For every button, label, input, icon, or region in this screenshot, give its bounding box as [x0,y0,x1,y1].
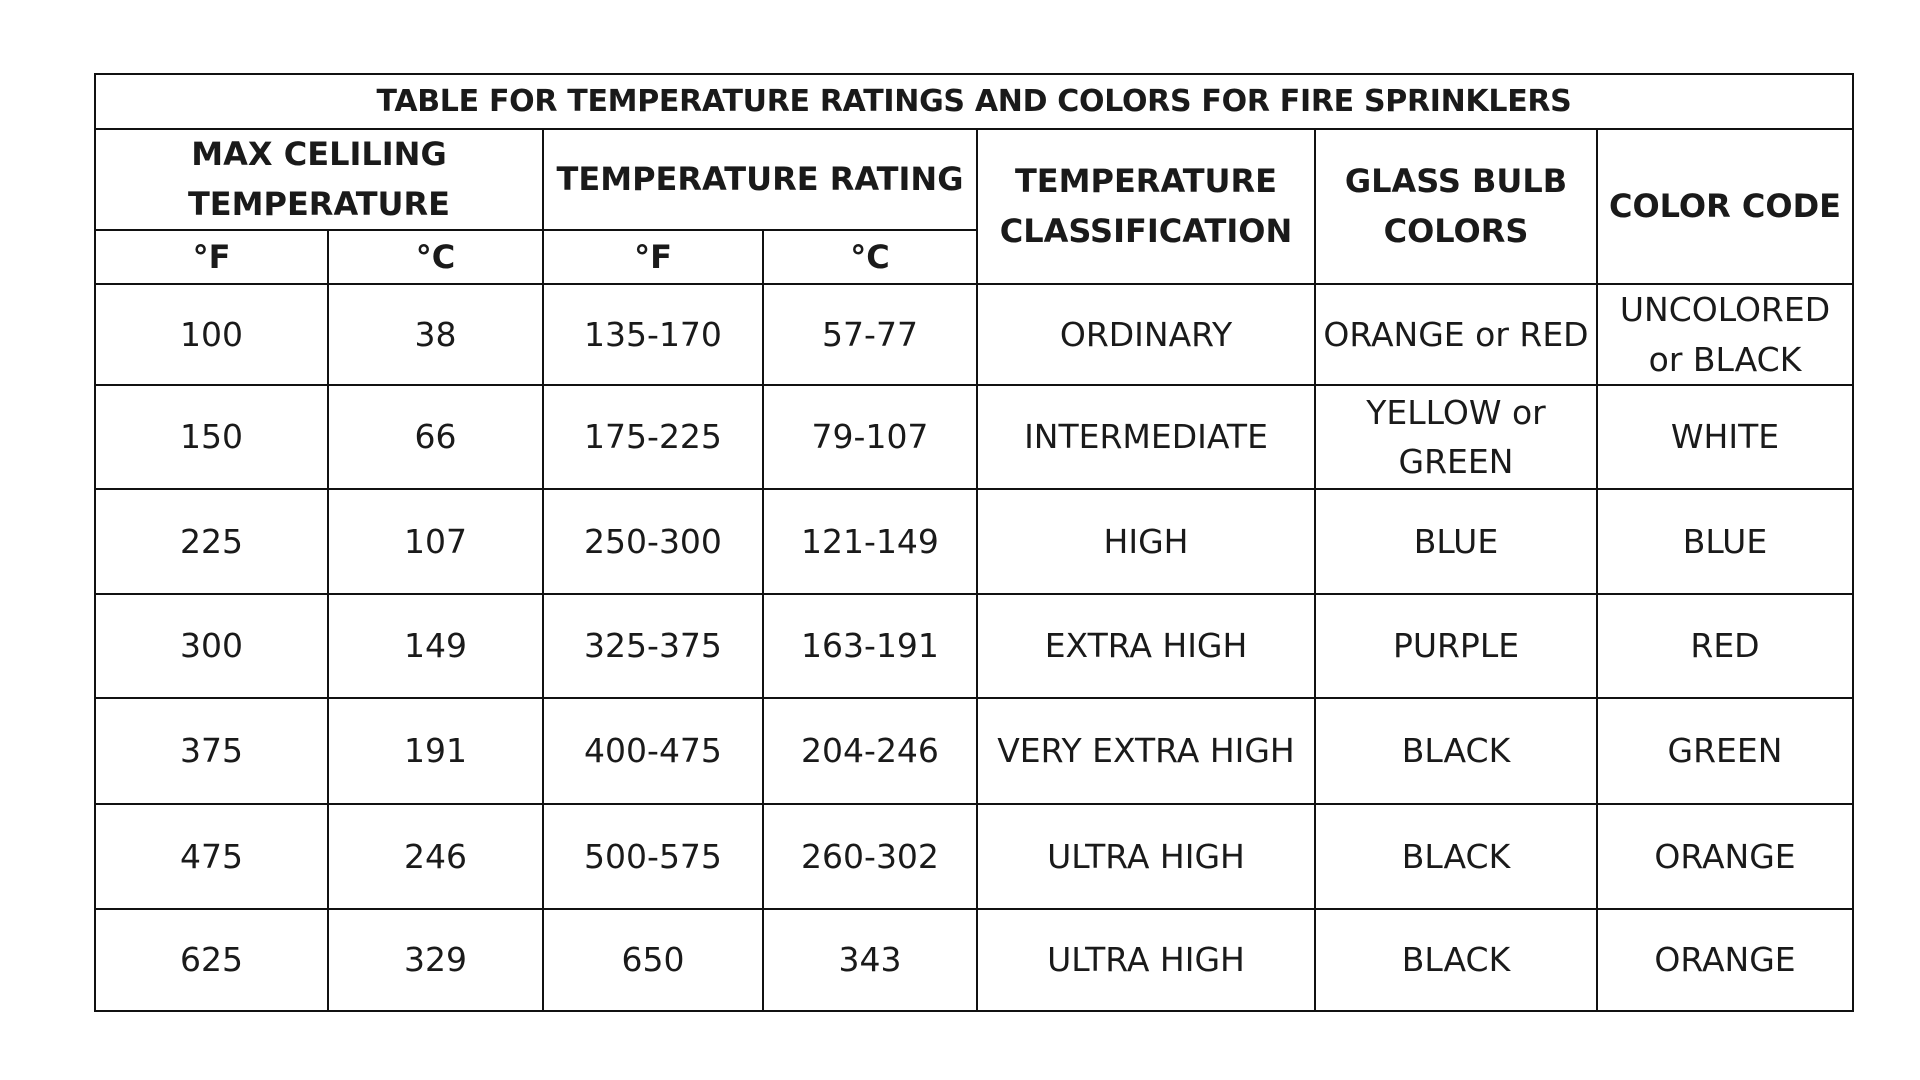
cell-color-code: RED [1597,594,1853,698]
cell-color-code: GREEN [1597,698,1853,804]
header-temperature-classification: TEMPERATURE CLASSIFICATION [977,129,1315,284]
cell-rating-c: 343 [763,909,977,1011]
cell-rating-c: 121-149 [763,489,977,594]
cell-classification: INTERMEDIATE [977,385,1315,489]
cell-max-ceiling-f: 300 [95,594,328,698]
cell-max-ceiling-f: 475 [95,804,328,909]
cell-bulb-color: YELLOW or GREEN [1315,385,1597,489]
cell-rating-f: 500-575 [543,804,763,909]
cell-max-ceiling-c: 66 [328,385,543,489]
cell-rating-c: 79-107 [763,385,977,489]
cell-bulb-color: BLACK [1315,804,1597,909]
table-title: TABLE FOR TEMPERATURE RATINGS AND COLORS FOR FIRE SPRINKLERS [95,74,1853,129]
cell-classification: HIGH [977,489,1315,594]
header-max-ceiling-temperature: MAX CELILING TEMPERATURE [95,129,543,230]
cell-classification: EXTRA HIGH [977,594,1315,698]
cell-max-ceiling-c: 329 [328,909,543,1011]
cell-max-ceiling-f: 150 [95,385,328,489]
cell-rating-f: 650 [543,909,763,1011]
cell-max-ceiling-c: 107 [328,489,543,594]
header-glass-bulb-colors: GLASS BULB COLORS [1315,129,1597,284]
cell-bulb-color: BLACK [1315,909,1597,1011]
cell-max-ceiling-f: 225 [95,489,328,594]
cell-max-ceiling-c: 246 [328,804,543,909]
unit-ceiling-celsius: °C [328,230,543,284]
sprinkler-temperature-table-wrapper [94,73,1854,1012]
cell-bulb-color: BLACK [1315,698,1597,804]
table-row [95,804,1853,909]
cell-rating-f: 325-375 [543,594,763,698]
cell-color-code: BLUE [1597,489,1853,594]
cell-rating-f: 250-300 [543,489,763,594]
cell-rating-f: 135-170 [543,284,763,385]
table-row [95,594,1853,698]
unit-rating-fahrenheit: °F [543,230,763,284]
cell-rating-c: 204-246 [763,698,977,804]
cell-color-code: UNCOLORED or BLACK [1597,284,1853,385]
header-color-code: COLOR CODE [1597,129,1853,284]
cell-max-ceiling-f: 625 [95,909,328,1011]
sprinkler-temperature-table [94,73,1854,1012]
cell-classification: ORDINARY [977,284,1315,385]
header-temperature-rating: TEMPERATURE RATING [543,129,977,230]
cell-max-ceiling-c: 38 [328,284,543,385]
unit-ceiling-fahrenheit: °F [95,230,328,284]
cell-max-ceiling-c: 149 [328,594,543,698]
cell-classification: ULTRA HIGH [977,804,1315,909]
unit-rating-celsius: °C [763,230,977,284]
cell-classification: VERY EXTRA HIGH [977,698,1315,804]
table-row [95,909,1853,1011]
cell-color-code: ORANGE [1597,909,1853,1011]
table-row [95,698,1853,804]
cell-rating-f: 400-475 [543,698,763,804]
cell-classification: ULTRA HIGH [977,909,1315,1011]
table-row [95,284,1853,385]
cell-rating-c: 57-77 [763,284,977,385]
cell-max-ceiling-f: 375 [95,698,328,804]
cell-max-ceiling-c: 191 [328,698,543,804]
table-row [95,489,1853,594]
cell-bulb-color: PURPLE [1315,594,1597,698]
cell-rating-f: 175-225 [543,385,763,489]
cell-max-ceiling-f: 100 [95,284,328,385]
cell-color-code: ORANGE [1597,804,1853,909]
cell-rating-c: 260-302 [763,804,977,909]
cell-color-code: WHITE [1597,385,1853,489]
cell-bulb-color: ORANGE or RED [1315,284,1597,385]
cell-bulb-color: BLUE [1315,489,1597,594]
table-row [95,385,1853,489]
cell-rating-c: 163-191 [763,594,977,698]
